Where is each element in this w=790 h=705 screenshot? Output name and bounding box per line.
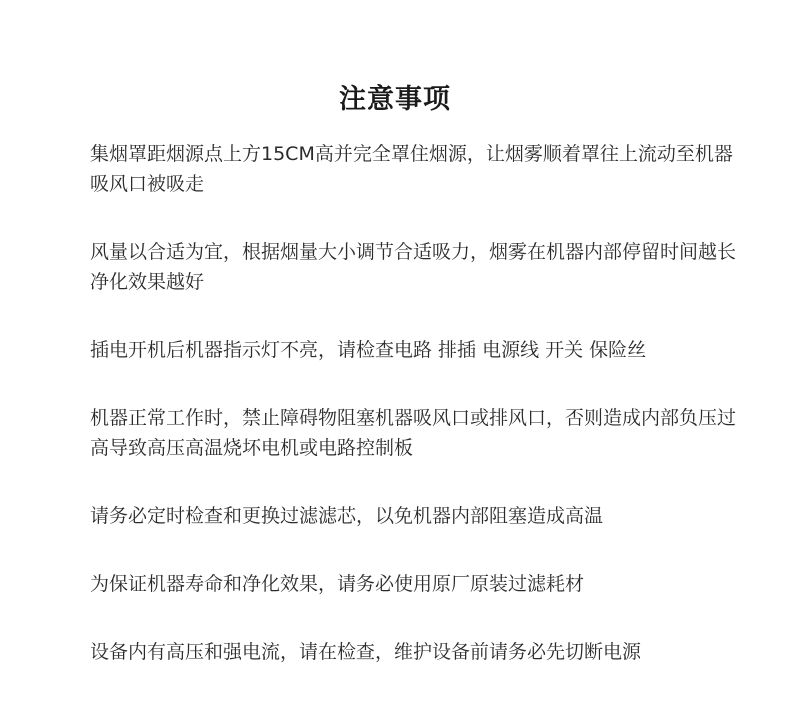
note-item-7: 设备内有高压和强电流，请在检查，维护设备前请务必先切断电源 [90,641,642,663]
page-title: 注意事项 [339,84,451,115]
note-item-6: 为保证机器寿命和净化效果，请务必使用原厂原装过滤耗材 [90,573,585,595]
note-item-5: 请务必定时检查和更换过滤滤芯，以免机器内部阻塞造成高温 [90,505,604,527]
note-item-4: 机器正常工作时，禁止障碍物阻塞机器吸风口或排风口，否则造成内部负压过高导致高压高温烧坏电机或电路控制板 [90,407,737,459]
note-item-2: 风量以合适为宜，根据烟量大小调节合适吸力，烟雾在机器内部停留时间越长净化效果越好 [90,241,737,293]
note-item-3: 插电开机后机器指示灯不亮，请检查电路 排插 电源线 开关 保险丝 [90,339,647,361]
note-item-1: 集烟罩距烟源点上方15CM高并完全罩住烟源，让烟雾顺着罩往上流动至机器吸风口被吸走 [90,143,733,195]
notes-list [90,139,740,705]
